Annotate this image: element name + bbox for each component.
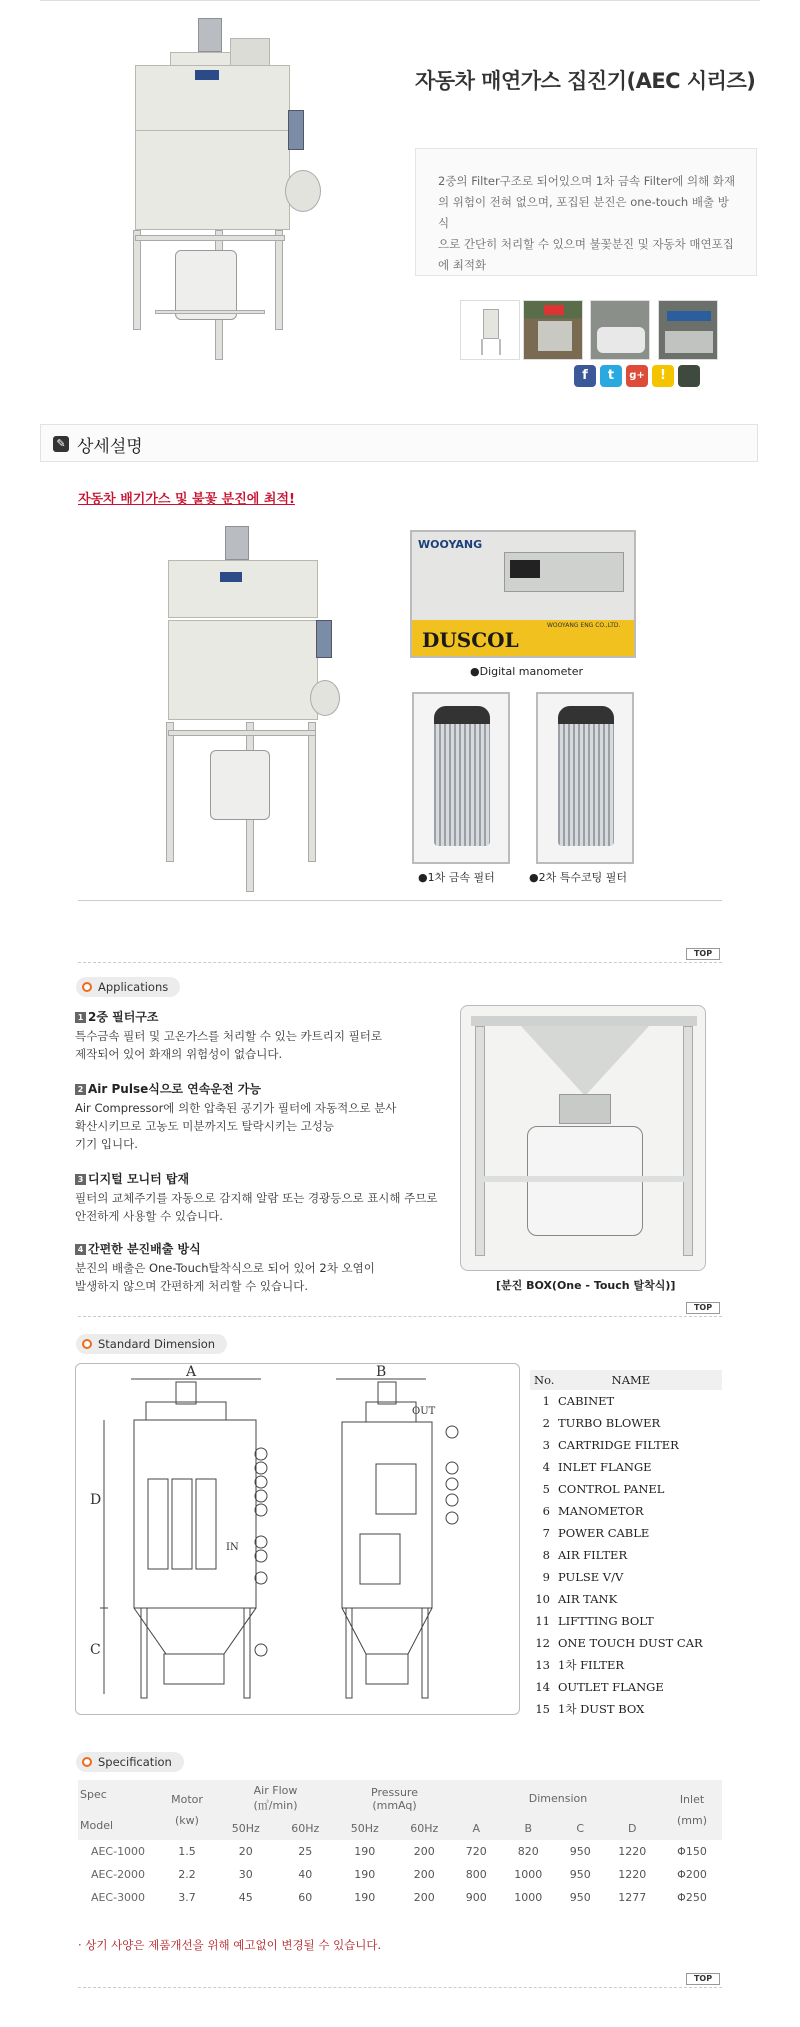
app-item-2-body: Air Compressor에 의한 압축된 공기가 필터에 자동적으로 분사 확산시키므로 고농도 미분까지도 탈락시키는 고성능 기기 입니다. — [75, 1101, 397, 1151]
app-item-4-title: 4 간편한 분진배출 방식 — [75, 1240, 201, 1257]
parts-row: 13 1차 FILTER — [535, 1658, 625, 1672]
filter1-image — [412, 692, 510, 864]
divider — [78, 1987, 722, 1988]
parts-row: 11 LIFTTING BOLT — [535, 1614, 654, 1628]
dust-box-image — [460, 1005, 706, 1271]
filter2-caption: ●2차 특수코팅 필터 — [529, 871, 627, 884]
dim-label-in: IN — [226, 1542, 239, 1553]
product-title: 자동차 매연가스 집진기(AEC 시리즈) — [415, 69, 756, 93]
spec-subheader-row: 50Hz 60Hz 50Hz 60Hz A B C D — [78, 1818, 722, 1841]
table-row: AEC-1000 1.5 20 25 190 200 720 820 950 1220 Φ150 — [78, 1840, 722, 1863]
band-icon[interactable] — [678, 365, 700, 387]
parts-row: 2 TURBO BLOWER — [542, 1416, 661, 1430]
digital-manometer-image: WOOYANG DUSCOL WOOYANG ENG CO.,LTD. — [410, 530, 636, 658]
divider — [78, 962, 722, 963]
app-item-1-title: 1 2중 필터구조 — [75, 1008, 159, 1025]
parts-row: 10 AIR TANK — [535, 1592, 618, 1606]
section-title: 상세설명 — [77, 437, 143, 457]
parts-table-header: No. NAME — [530, 1370, 722, 1390]
spec-note: · 상기 사양은 제품개선을 위해 예고없이 변경될 수 있습니다. — [78, 1938, 382, 1952]
section-header-detail — [40, 424, 758, 462]
dust-box-caption: [분진 BOX(One - Touch 탈착식)] — [496, 1279, 676, 1292]
thumbnail-4[interactable] — [658, 300, 718, 360]
kakaostory-icon[interactable]: ! — [652, 365, 674, 387]
product-main-image — [115, 10, 325, 370]
spec-airflow-header: Air Flow (㎥/min) — [216, 1780, 335, 1818]
thumbnail-1[interactable] — [460, 300, 520, 360]
googleplus-icon[interactable]: g+ — [626, 365, 648, 387]
app-item-3-body: 필터의 교체주기를 자동으로 감지해 알람 또는 경광등으로 표시해 주므로 안전하게 사용할 수 있습니다. — [75, 1191, 438, 1223]
dim-label-out: OUT — [412, 1406, 436, 1417]
parts-row: 6 MANOMETOR — [542, 1504, 644, 1518]
top-button[interactable]: TOP — [686, 948, 720, 960]
spec-dimension-header: Dimension — [454, 1780, 662, 1818]
applications-label: Applications — [76, 977, 180, 997]
spec-inlet-header: Inlet (mm) — [662, 1780, 722, 1840]
detail-headline: 자동차 배기가스 및 불꽃 분진에 최적! — [78, 492, 295, 507]
parts-name-table — [530, 1370, 722, 1720]
specification-label: Specification — [76, 1752, 184, 1772]
facebook-icon[interactable]: f — [574, 365, 596, 387]
spec-pressure-header: Pressure (mmAq) — [335, 1780, 454, 1818]
dim-label-a: A — [186, 1364, 197, 1380]
parts-row: 4 INLET FLANGE — [542, 1460, 652, 1474]
thumbnail-2[interactable] — [523, 300, 583, 360]
parts-row: 5 CONTROL PANEL — [542, 1482, 665, 1496]
filter1-caption: ●1차 금속 필터 — [418, 871, 495, 884]
app-item-2-title: 2 Air Pulse식으로 연속운전 가능 — [75, 1080, 261, 1097]
dimension-drawing — [75, 1363, 520, 1715]
spec-header-row — [78, 1780, 722, 1818]
spec-model-header: Spec Model — [78, 1780, 158, 1840]
thumbnail-3[interactable] — [590, 300, 650, 360]
parts-row: 15 1차 DUST BOX — [535, 1702, 645, 1716]
top-button[interactable]: TOP — [686, 1973, 720, 1985]
app-item-4-body: 분진의 배출은 One-Touch탈착식으로 되어 있어 2차 오염이 발생하지 않으며 간편하게 처리할 수 있습니다. — [75, 1261, 375, 1293]
specification-table — [78, 1780, 722, 1910]
parts-row: 3 CARTRIDGE FILTER — [542, 1438, 679, 1452]
manometer-caption: ●Digital manometer — [470, 665, 584, 678]
spec-motor-header: Motor (kw) — [158, 1780, 216, 1840]
dim-label-d: D — [90, 1492, 102, 1508]
parts-row: 9 PULSE V/V — [542, 1570, 624, 1584]
product-description: 2중의 Filter구조로 되어있으며 1차 금속 Filter에 의해 화재 의 위험이 전혀 없으며, 포집된 분진은 one-touch 배출 방식 으로 간단히 처리할 수 있으며 불꽃분진 및 자동차 매연포집 에 최적화 — [415, 148, 757, 276]
table-row: AEC-2000 2.2 30 40 190 200 800 1000 950 1220 Φ200 — [78, 1863, 722, 1886]
dimension-label: Standard Dimension — [76, 1334, 227, 1354]
parts-row: 7 POWER CABLE — [542, 1526, 650, 1540]
parts-row: 1 CABINET — [542, 1394, 615, 1408]
detail-product-image — [150, 520, 340, 900]
edit-icon: ✎ — [53, 436, 69, 452]
dimension-schematic — [76, 1364, 519, 1714]
app-item-1-body: 특수금속 필터 및 고온가스를 처리할 수 있는 카트리지 필터로 제작되어 있어 화재의 위험성이 없습니다. — [75, 1029, 382, 1061]
filter2-image — [536, 692, 634, 864]
twitter-icon[interactable]: t — [600, 365, 622, 387]
app-item-3-title: 3 디지털 모니터 탑재 — [75, 1170, 189, 1187]
parts-row: 12 ONE TOUCH DUST CAR — [535, 1636, 703, 1650]
dim-label-c: C — [90, 1642, 101, 1658]
table-row: AEC-3000 3.7 45 60 190 200 900 1000 950 1277 Φ250 — [78, 1886, 722, 1909]
parts-row: 8 AIR FILTER — [542, 1548, 628, 1562]
divider — [78, 1316, 722, 1317]
top-divider — [40, 0, 760, 1]
dim-label-b: B — [376, 1364, 387, 1380]
top-button[interactable]: TOP — [686, 1302, 720, 1314]
divider — [78, 900, 722, 901]
parts-row: 14 OUTLET FLANGE — [535, 1680, 664, 1694]
